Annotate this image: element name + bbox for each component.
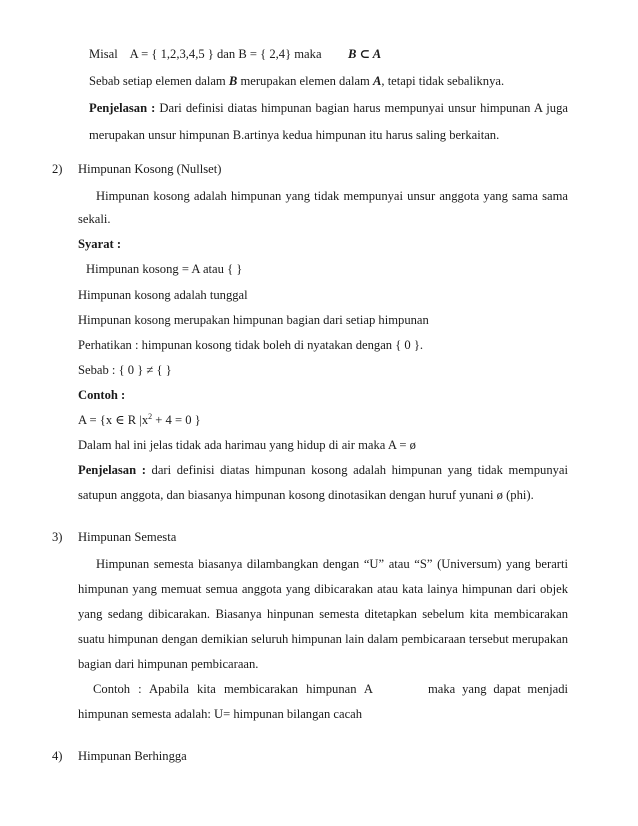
section-2-desc-1: Himpunan kosong adalah himpunan yang tidak mempunyai unsur anggota yang sama sama <box>96 189 568 203</box>
penjelasan-2-text-1: dari definisi diatas himpunan kosong adalah himpunan yang tidak mempunyai <box>151 463 568 477</box>
kosong-line-2: Himpunan kosong merupakan himpunan bagian dari setiap himpunan <box>78 313 429 327</box>
sebab-a: A <box>372 74 382 88</box>
sebab-mid: merupakan elemen dalam <box>240 74 370 88</box>
misal-text: A = { 1,2,3,4,5 } dan B = { 2,4} maka <box>129 47 322 61</box>
kosong-line-4: Sebab : { 0 } ≠ { } <box>78 363 172 377</box>
misal-line <box>89 46 322 62</box>
semesta-contoh-b: maka yang dapat menjadi <box>428 682 568 696</box>
syarat-label-text: Syarat : <box>78 237 122 251</box>
penjelasan-2-line-1 <box>78 462 568 478</box>
misal-prefix: Misal <box>89 47 118 61</box>
section-4-title: Himpunan Berhingga <box>78 749 187 763</box>
sebab-pre: Sebab setiap elemen dalam <box>89 74 226 88</box>
section-2-desc-2: sekali. <box>78 212 111 226</box>
semesta-contoh-a: Contoh : Apabila kita membicarakan himpunan A <box>93 682 373 696</box>
contoh-set-post: + 4 = 0 } <box>152 413 201 427</box>
kosong-line-3: Perhatikan : himpunan kosong tidak boleh di nyatakan dengan { 0 }. <box>78 338 424 352</box>
penjelasan-line-2: merupakan unsur himpunan B.artinya kedua himpunan itu harus saling berkaitan. <box>89 128 500 142</box>
semesta-line-4: suatu himpunan dengan demikian seluruh himpunan lain dalam pembicaraan tersebut merupakan <box>78 632 568 646</box>
semesta-contoh-c: himpunan semesta adalah: U= himpunan bilangan cacah <box>78 707 363 721</box>
sebab-line <box>89 73 504 89</box>
semesta-line-3: yang sedang dibicarakan. Biasanya hinpunan semesta ditetapkan sebelum kita membicarakan <box>78 607 568 621</box>
semesta-line-1: Himpunan semesta biasanya dilambangkan dengan “U” atau “S” (Universum) yang berarti <box>96 557 568 571</box>
penjelasan-2-label: Penjelasan : <box>78 463 146 477</box>
kosong-line-1: Himpunan kosong adalah tunggal <box>78 288 248 302</box>
contoh-set-sup: 2 <box>148 412 153 421</box>
sebab-b: B <box>228 74 238 88</box>
contoh-label <box>78 387 125 403</box>
section-3-title: Himpunan Semesta <box>78 530 177 544</box>
contoh-set-pre: A = {x ∈ R |x <box>78 413 149 427</box>
contoh-set <box>78 412 201 428</box>
section-2-title: Himpunan Kosong (Nullset) <box>78 162 222 176</box>
syarat-line: Himpunan kosong = A atau { } <box>86 262 243 276</box>
syarat-label <box>78 236 121 252</box>
semesta-line-5: bagian dari himpunan pembicaraan. <box>78 657 259 671</box>
contoh-label-text: Contoh : <box>78 388 126 402</box>
penjelasan-text-1: Dari definisi diatas himpunan bagian harus mempunyai unsur himpunan A juga <box>159 101 568 115</box>
section-4-number: 4) <box>52 749 63 763</box>
subset-relation: B ⊂ A <box>348 47 382 61</box>
sebab-post: , tetapi tidak sebaliknya. <box>381 74 505 88</box>
semesta-line-2: himpunan yang memuat semua anggota yang dibicarakan atau kata lainya himpunan dari objek <box>78 582 568 596</box>
penjelasan-line-1 <box>89 100 568 116</box>
kosong-line-5: Dalam hal ini jelas tidak ada harimau yang hidup di air maka A = ø <box>78 438 416 452</box>
penjelasan-label: Penjelasan : <box>89 101 156 115</box>
section-2-number: 2) <box>52 162 63 176</box>
section-3-number: 3) <box>52 530 63 544</box>
penjelasan-2-line-2: satupun anggota, dan biasanya himpunan kosong dinotasikan dengan huruf yunani ø (phi). <box>78 488 534 502</box>
